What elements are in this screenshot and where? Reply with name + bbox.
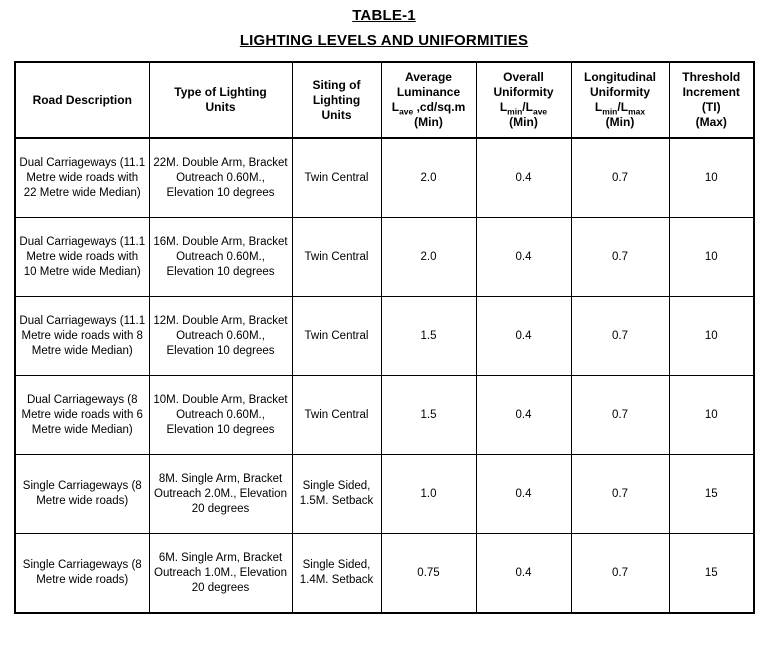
table-header: [15, 62, 754, 138]
header-line: (Min): [509, 115, 538, 129]
header-formula-sub: ave: [399, 106, 414, 117]
header-line: (Min): [605, 115, 635, 129]
header-line: Increment: [682, 85, 740, 99]
header-line: (TI): [701, 100, 721, 114]
cell-type-of-lighting-units: 10M. Double Arm, Bracket Outreach 0.60M., Elevation 10 degrees: [149, 376, 292, 455]
header-line: Luminance: [396, 85, 461, 99]
page-subtitle: LIGHTING LEVELS AND UNIFORMITIES: [239, 32, 529, 49]
cell-type-of-lighting-units: 12M. Double Arm, Bracket Outreach 0.60M., Elevation 10 degrees: [149, 297, 292, 376]
header-formula-mid: /L: [617, 100, 629, 114]
cell-average-luminance: 1.5: [381, 376, 476, 455]
column-header-type-of-lighting-units: [149, 62, 292, 138]
header-formula-sub: min: [602, 106, 618, 117]
column-header-siting-of-lighting-units: [292, 62, 381, 138]
cell-longitudinal-uniformity: 0.7: [571, 376, 669, 455]
cell-type-of-lighting-units: 6M. Single Arm, Bracket Outreach 1.0M., Elevation 20 degrees: [149, 534, 292, 614]
header-formula-unit: ,cd/sq.m: [413, 100, 466, 114]
cell-longitudinal-uniformity: 0.7: [571, 218, 669, 297]
column-header-average-luminance: [381, 62, 476, 138]
cell-siting: Twin Central: [292, 218, 381, 297]
header-line: Units: [321, 107, 352, 122]
header-formula-sub: ave: [532, 106, 548, 117]
header-line: Lighting: [312, 92, 361, 107]
cell-type-of-lighting-units: 16M. Double Arm, Bracket Outreach 0.60M., Elevation 10 degrees: [149, 218, 292, 297]
cell-average-luminance: 1.0: [381, 455, 476, 534]
cell-siting: Twin Central: [292, 138, 381, 218]
header-formula-mid: /L: [522, 100, 533, 114]
cell-overall-uniformity: 0.4: [476, 138, 571, 218]
cell-longitudinal-uniformity: 0.7: [571, 138, 669, 218]
cell-average-luminance: 2.0: [381, 138, 476, 218]
cell-threshold-increment: 15: [669, 534, 754, 614]
table-row: [15, 455, 754, 534]
cell-threshold-increment: 10: [669, 218, 754, 297]
cell-threshold-increment: 10: [669, 297, 754, 376]
header-formula-base: L: [594, 100, 603, 114]
table-row: [15, 534, 754, 614]
cell-siting: Single Sided, 1.5M. Setback: [292, 455, 381, 534]
header-formula-base: L: [499, 100, 508, 114]
cell-overall-uniformity: 0.4: [476, 534, 571, 614]
header-line: Uniformity: [493, 85, 554, 99]
header-formula-sub: min: [507, 106, 523, 117]
page-title: TABLE-1: [352, 7, 416, 24]
table-row: [15, 138, 754, 218]
table-row: [15, 297, 754, 376]
column-header-threshold-increment: [669, 62, 754, 138]
header-line: Road Description: [32, 92, 132, 107]
cell-threshold-increment: 10: [669, 138, 754, 218]
cell-average-luminance: 0.75: [381, 534, 476, 614]
cell-siting: Single Sided, 1.4M. Setback: [292, 534, 381, 614]
table-row: [15, 218, 754, 297]
cell-average-luminance: 2.0: [381, 218, 476, 297]
column-header-longitudinal-uniformity: [571, 62, 669, 138]
cell-overall-uniformity: 0.4: [476, 376, 571, 455]
cell-road-description: Dual Carriageways (8 Metre wide roads with 6 Metre wide Median): [15, 376, 149, 455]
cell-road-description: Dual Carriageways (11.1 Metre wide roads with 22 Metre wide Median): [15, 138, 149, 218]
header-formula: [499, 100, 548, 117]
header-line: Average: [405, 70, 452, 84]
header-line: Units: [205, 100, 236, 114]
cell-overall-uniformity: 0.4: [476, 218, 571, 297]
column-header-overall-uniformity: [476, 62, 571, 138]
cell-road-description: Single Carriageways (8 Metre wide roads): [15, 455, 149, 534]
table-body: [15, 138, 754, 613]
cell-average-luminance: 1.5: [381, 297, 476, 376]
table-header-row: [15, 62, 754, 138]
document-title-block: [14, 6, 754, 51]
table-row: [15, 376, 754, 455]
header-line: Longitudinal: [584, 70, 656, 84]
header-line: Uniformity: [590, 85, 650, 99]
cell-longitudinal-uniformity: 0.7: [571, 534, 669, 614]
header-formula: [391, 100, 466, 117]
cell-road-description: Single Carriageways (8 Metre wide roads): [15, 534, 149, 614]
cell-siting: Twin Central: [292, 376, 381, 455]
header-line: (Max): [695, 115, 727, 129]
cell-type-of-lighting-units: 8M. Single Arm, Bracket Outreach 2.0M., Elevation 20 degrees: [149, 455, 292, 534]
column-header-road-description: [15, 62, 149, 138]
header-line: Threshold: [682, 70, 741, 84]
header-line: Type of Lighting: [174, 85, 267, 99]
cell-threshold-increment: 15: [669, 455, 754, 534]
cell-siting: Twin Central: [292, 297, 381, 376]
cell-threshold-increment: 10: [669, 376, 754, 455]
cell-overall-uniformity: 0.4: [476, 297, 571, 376]
cell-overall-uniformity: 0.4: [476, 455, 571, 534]
cell-type-of-lighting-units: 22M. Double Arm, Bracket Outreach 0.60M., Elevation 10 degrees: [149, 138, 292, 218]
cell-road-description: Dual Carriageways (11.1 Metre wide roads with 8 Metre wide Median): [15, 297, 149, 376]
cell-road-description: Dual Carriageways (11.1 Metre wide roads with 10 Metre wide Median): [15, 218, 149, 297]
cell-longitudinal-uniformity: 0.7: [571, 455, 669, 534]
header-line: Siting of: [312, 77, 361, 92]
header-formula-base: L: [391, 100, 400, 114]
cell-longitudinal-uniformity: 0.7: [571, 297, 669, 376]
header-formula: [594, 100, 646, 117]
header-line: (Min): [414, 115, 443, 129]
header-line: Overall: [503, 70, 544, 84]
lighting-levels-table: [14, 61, 755, 614]
header-formula-sub: max: [628, 106, 646, 117]
